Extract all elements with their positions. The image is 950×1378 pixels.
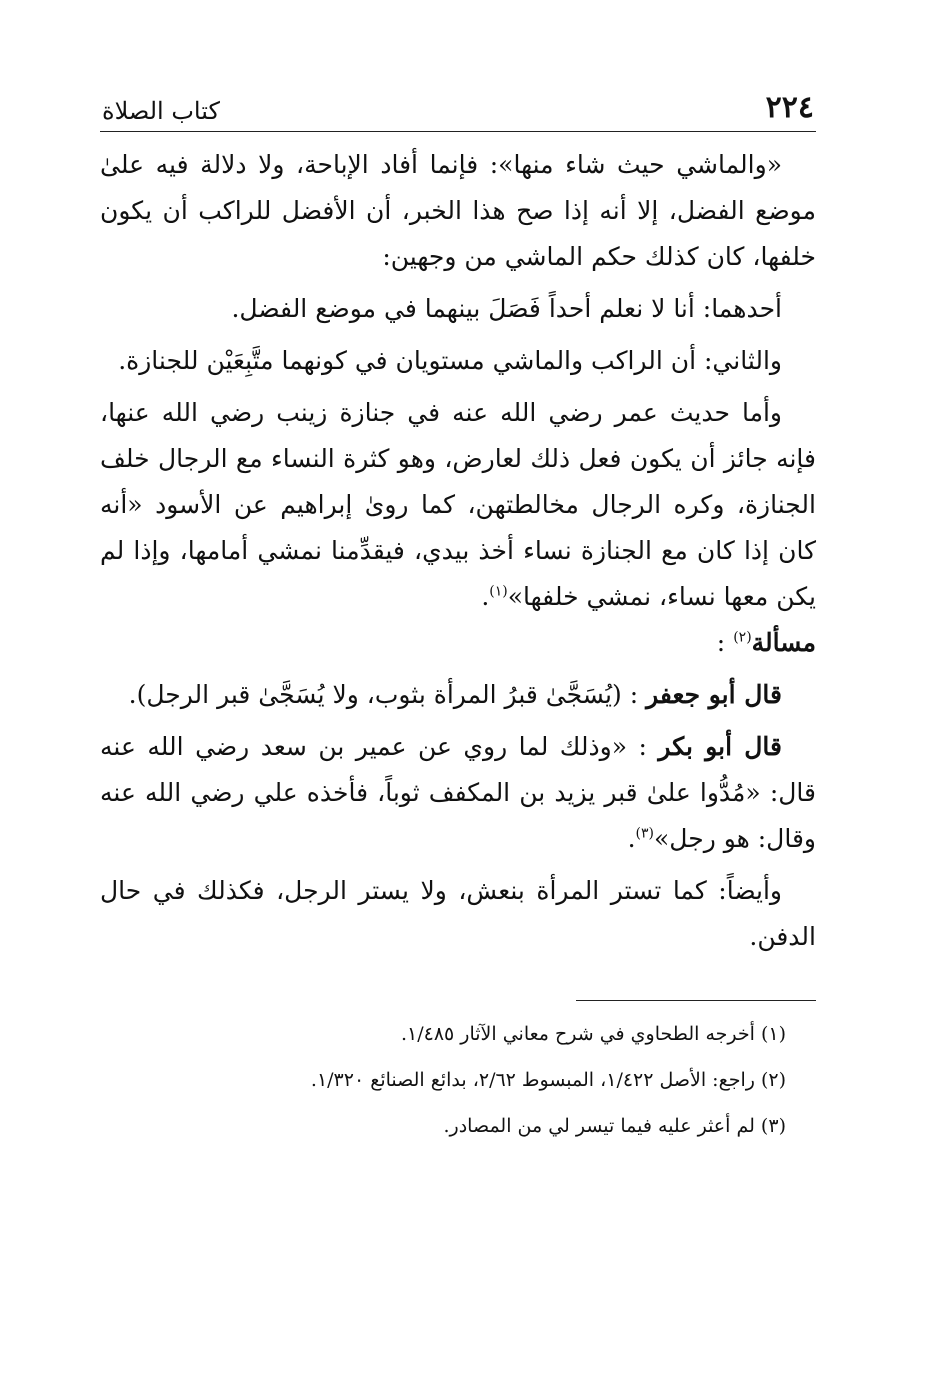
footnote-separator — [576, 1000, 816, 1001]
paragraph-5-text: : (يُسَجَّىٰ قبرُ المرأة بثوب، ولا يُسَجَّىٰ قبر الرجل). — [128, 680, 639, 709]
footnote-3: (٣) لم أعثر عليه فيما تيسر لي من المصادر. — [443, 1115, 786, 1137]
paragraph-6-end: . — [627, 824, 636, 853]
paragraph-4-end: . — [481, 582, 490, 611]
paragraph-4-text: وأما حديث عمر رضي الله عنه في جنازة زينب رضي الله عنها، فإنه جائز أن يكون فعل ذلك لعارض، وهو كثرة النساء مع الرجال خلف الجنازة، وكره الرجال مخالطتهن، كما روىٰ إبراهيم عن الأسود «أنه كان إذا كان مع الجنازة نساء أخذ بيدي، فيقدِّمنا نمشي أمامها، وإذا لم يكن معها نساء، نمشي خلفها» — [100, 398, 816, 611]
footnote-2: (٢) راجع: الأصل ١/٤٢٢، المبسوط ٢/٦٢، بدائع الصنائع ١/٣٢٠. — [310, 1069, 786, 1091]
main-text — [100, 142, 816, 960]
page-number: ٢٢٤ — [765, 90, 814, 125]
footnote-1: (١) أخرجه الطحاوي في شرح معاني الآثار ١/٤٨٥. — [400, 1023, 786, 1045]
paragraph-1: «والماشي حيث شاء منها»: فإنما أفاد الإباحة، ولا دلالة فيه علىٰ موضع الفضل، إلا أنه إذا صح هذا الخبر، أن الأفضل للراكب أن يكون خلفها، كان كذلك حكم الماشي من وجهين: — [100, 150, 816, 271]
page-header — [100, 88, 816, 132]
paragraph-7: وأيضاً: كما تستر المرأة بنعش، ولا يستر الرجل، فكذلك في حال الدفن. — [100, 876, 816, 951]
paragraph-6 — [100, 724, 816, 862]
speaker-abu-bakr: قال أبو بكر — [658, 732, 783, 761]
footnotes — [100, 1011, 816, 1149]
paragraph-4 — [100, 390, 816, 620]
running-title: كتاب الصلاة — [102, 97, 220, 125]
footnote-ref-1: (١) — [489, 583, 508, 600]
masala-label: مسألة — [751, 628, 816, 657]
paragraph-3: والثاني: أن الراكب والماشي مستويان في كونهما متَّبِعَيْن للجنازة. — [118, 346, 782, 375]
footnote-ref-3: (٣) — [635, 825, 655, 842]
masala-colon: : — [716, 628, 726, 657]
book-page — [100, 88, 816, 1149]
paragraph-2: أحدهما: أنا لا نعلم أحداً فَصَلَ بينهما في موضع الفضل. — [231, 294, 782, 323]
masala-heading — [100, 620, 816, 666]
footnote-ref-2: (٢) — [733, 629, 752, 646]
speaker-abu-jafar: قال أبو جعفر — [646, 680, 782, 709]
paragraph-5 — [100, 672, 816, 718]
paragraph-6-text: : «وذلك لما روي عن عمير بن سعد رضي الله عنه قال: «مُدُّوا علىٰ قبر يزيد بن المكفف ثوباً، فأخذه علي رضي الله عنه وقال: هو رجل» — [100, 732, 816, 853]
